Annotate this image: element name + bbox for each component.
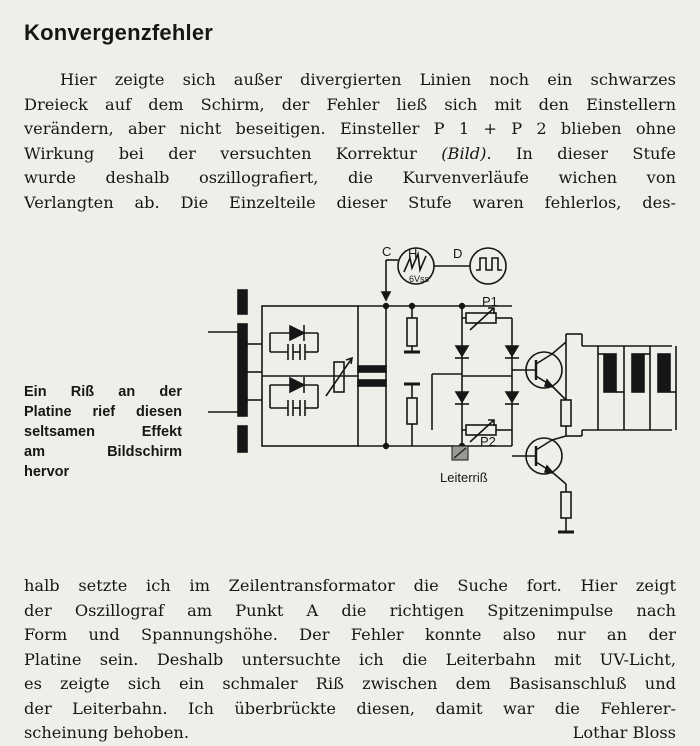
diode bbox=[506, 346, 518, 356]
text-line: Hier zeigte sich außer divergierten Linien noch ein schwarzes bbox=[60, 70, 676, 89]
text-line: der Oszillograf am Punkt A die richtigen Spitzenimpulse nach bbox=[24, 600, 676, 620]
caption-line: Platine rief diesen bbox=[24, 404, 182, 420]
core-segment bbox=[238, 426, 247, 452]
diode bbox=[506, 392, 518, 402]
label-point-d: D bbox=[453, 246, 463, 261]
core-segment bbox=[238, 290, 247, 314]
label-fault: Leiterriß bbox=[440, 470, 488, 485]
coil bbox=[658, 354, 670, 392]
text-line: halb setzte ich im Zeilentransformator die Suche fort. Hier zeigt bbox=[24, 576, 676, 595]
text-line: Dreieck auf dem Schirm, der Fehler ließ sich mit den Einstellern bbox=[24, 94, 676, 114]
coil bbox=[632, 354, 644, 392]
author-name: Lothar Bloss bbox=[572, 723, 676, 742]
article-title: Konvergenzfehler bbox=[24, 20, 214, 45]
label-point-c: C bbox=[382, 244, 392, 259]
text-line: Platine sein. Deshalb untersuchte ich die Leiterbahn mit UV-Licht, bbox=[24, 649, 676, 669]
coil bbox=[604, 354, 616, 392]
text-line: es zeigte sich ein schmaler Riß zwischen dem Basisanschluß und bbox=[24, 674, 676, 693]
text-line: scheinung behoben. bbox=[24, 723, 189, 742]
text-line: Wirkung bei der versuchten Korrektur (Bild). In dieser Stufe bbox=[24, 143, 676, 163]
core-segment bbox=[358, 366, 386, 372]
paragraph-2 bbox=[24, 574, 676, 746]
text-line: der Leiterbahn. Ich überbrückte diesen, damit war die Fehlerer- bbox=[24, 698, 676, 718]
text-line: wurde deshalb oszillografiert, die Kurvenverläufe wichen von bbox=[24, 168, 676, 187]
core-segment bbox=[238, 324, 247, 416]
caption-line: hervor bbox=[24, 464, 70, 480]
label-pot-p1: P1 bbox=[482, 294, 498, 309]
label-pot-p2: P2 bbox=[480, 434, 496, 449]
text-line: verändern, aber nicht beseitigen. Einsteller P 1 + P 2 blieben ohne bbox=[24, 119, 676, 138]
core-segment bbox=[358, 380, 386, 386]
caption-line: Ein Riß an der bbox=[24, 384, 182, 400]
label-point-h: H bbox=[408, 246, 418, 261]
final-line bbox=[24, 721, 676, 746]
label-voltage: 6Vss bbox=[409, 274, 430, 284]
diode bbox=[456, 392, 468, 402]
scope-symbol bbox=[470, 248, 506, 284]
text-line: Form und Spannungshöhe. Der Fehler konnte also nur an der bbox=[24, 625, 676, 644]
caption-line: seltsamen Effekt bbox=[24, 424, 182, 440]
text-line: Verlangten ab. Die Einzelteile dieser Stufe waren fehlerlos, des- bbox=[24, 192, 676, 212]
caption-line: am Bildschirm bbox=[24, 444, 182, 460]
diode bbox=[456, 346, 468, 356]
